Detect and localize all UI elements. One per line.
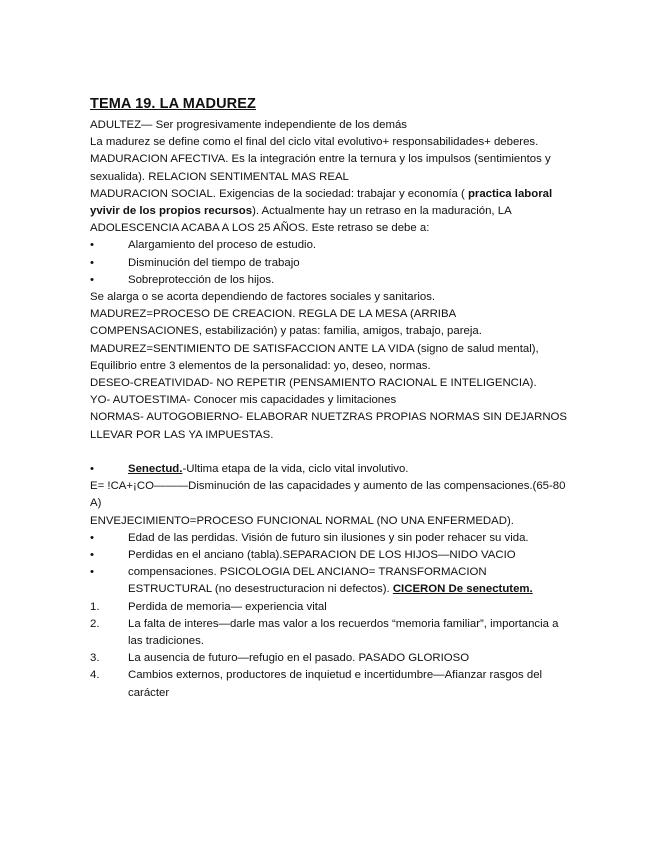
cicero-reference: CICERON De senectutem.	[392, 583, 533, 596]
item-number: 2.	[90, 617, 100, 630]
paragraph-yo: YO- AUTOESTIMA- Conocer mis capacidades y limitaciones	[90, 394, 397, 407]
item-number: 4.	[90, 669, 100, 682]
bullet-marker: •	[90, 549, 94, 562]
list-item	[90, 547, 570, 564]
paragraph-satisfaccion: MADUREZ=SENTIMIENTO DE SATISFACCION ANTE LA VIDA (signo de salud mental), Equilibrio entre 3 elementos de la personalidad: yo, deseo, normas.	[90, 342, 539, 372]
numbered-item	[90, 616, 570, 650]
list-item	[90, 530, 570, 547]
paragraph-formula: E= !CA+¡CO———Disminución de las capacidades y aumento de las compensaciones.(65-80 A)	[90, 480, 566, 510]
list-item	[90, 564, 570, 598]
numbered-item	[90, 599, 570, 616]
list-item	[90, 255, 570, 272]
list-item-text: Perdidas en el anciano (tabla).SEPARACION DE LOS HIJOS—NIDO VACIO	[128, 549, 516, 562]
senectud-heading: Senectud.	[128, 463, 183, 476]
list-item	[90, 237, 570, 254]
numbered-item-text: La ausencia de futuro—refugio en el pasado. PASADO GLORIOSO	[128, 652, 470, 665]
numbered-item-text: Cambios externos, productores de inquietud e incertidumbre—Afianzar rasgos del carácter	[128, 669, 543, 699]
paragraph-regla-mesa: MADUREZ=PROCESO DE CREACION. REGLA DE LA MESA (ARRIBA COMPENSACIONES, estabilización) y patas: familia, amigos, trabajo, pareja.	[90, 308, 482, 338]
text-segment: MADURACION SOCIAL. Exigencias de la sociedad: trabajar y economía (	[90, 187, 468, 200]
list-item-senectud	[90, 461, 570, 478]
paragraph-deseo: DESEO-CREATIVIDAD- NO REPETIR (PENSAMIENTO RACIONAL E INTELIGENCIA).	[90, 377, 537, 390]
list-item	[90, 272, 570, 289]
list-item-text: Edad de las perdidas. Visión de futuro sin ilusiones y sin poder rehacer su vida.	[128, 531, 529, 544]
numbered-item	[90, 667, 570, 701]
numbered-item-text: Perdida de memoria— experiencia vital	[128, 600, 327, 613]
blank-line	[90, 444, 570, 461]
text-segment: ). Actualmente hay un retraso en la maduración, LA ADOLESCENCIA ACABA A LOS 25 AÑOS. Este retraso se debe a:	[90, 205, 512, 235]
page-title: TEMA 19. LA MADUREZ	[90, 96, 256, 112]
paragraph-normas: NORMAS- AUTOGOBIERNO- ELABORAR NUETZRAS PROPIAS NORMAS SIN DEJARNOS LLEVAR POR LAS YA IMPUESTAS.	[90, 411, 568, 441]
paragraph-madurez-definicion: La madurez se define como el final del ciclo vital evolutivo+ responsabilidades+ deberes.	[90, 136, 539, 149]
numbered-item	[90, 650, 570, 667]
bullet-marker: •	[90, 566, 94, 579]
paragraph-maduracion-afectiva: MADURACION AFECTIVA. Es la integración entre la ternura y los impulsos (sentimientos y sexualida). RELACION SENTIMENTAL MAS REAL	[90, 153, 551, 183]
list-item-text: Disminución del tiempo de trabajo	[128, 256, 300, 269]
list-item-text: compensaciones. PSICOLOGIA DEL ANCIANO= TRANSFORMACION ESTRUCTURAL (no desestructuracion ni defectos).	[128, 566, 487, 596]
senectud-text: -Ultima etapa de la vida, ciclo vital involutivo.	[182, 463, 409, 476]
paragraph-maduracion-social	[90, 186, 570, 238]
bullet-marker: •	[90, 531, 94, 544]
list-item-text: Alargamiento del proceso de estudio.	[128, 239, 317, 252]
bullet-marker: •	[90, 463, 94, 476]
bullet-marker: •	[90, 273, 94, 286]
bold-segment: practica laboral yvivir de los propios recursos	[90, 187, 553, 218]
bullet-marker: •	[90, 256, 94, 269]
item-number: 3.	[90, 652, 100, 665]
list-item-text: Sobreprotección de los hijos.	[128, 273, 275, 286]
bullet-marker: •	[90, 239, 94, 252]
paragraph-envejecimiento: ENVEJECIMIENTO=PROCESO FUNCIONAL NORMAL (NO UNA ENFERMEDAD).	[90, 514, 514, 527]
paragraph-adultez: ADULTEZ— Ser progresivamente independiente de los demás	[90, 119, 407, 131]
numbered-item-text: La falta de interes—darle mas valor a los recuerdos “memoria familiar”, importancia a las tradiciones.	[128, 617, 559, 648]
item-number: 1.	[90, 600, 100, 613]
document-body	[90, 94, 570, 702]
paragraph-factores: Se alarga o se acorta dependiendo de factores sociales y sanitarios.	[90, 291, 436, 304]
